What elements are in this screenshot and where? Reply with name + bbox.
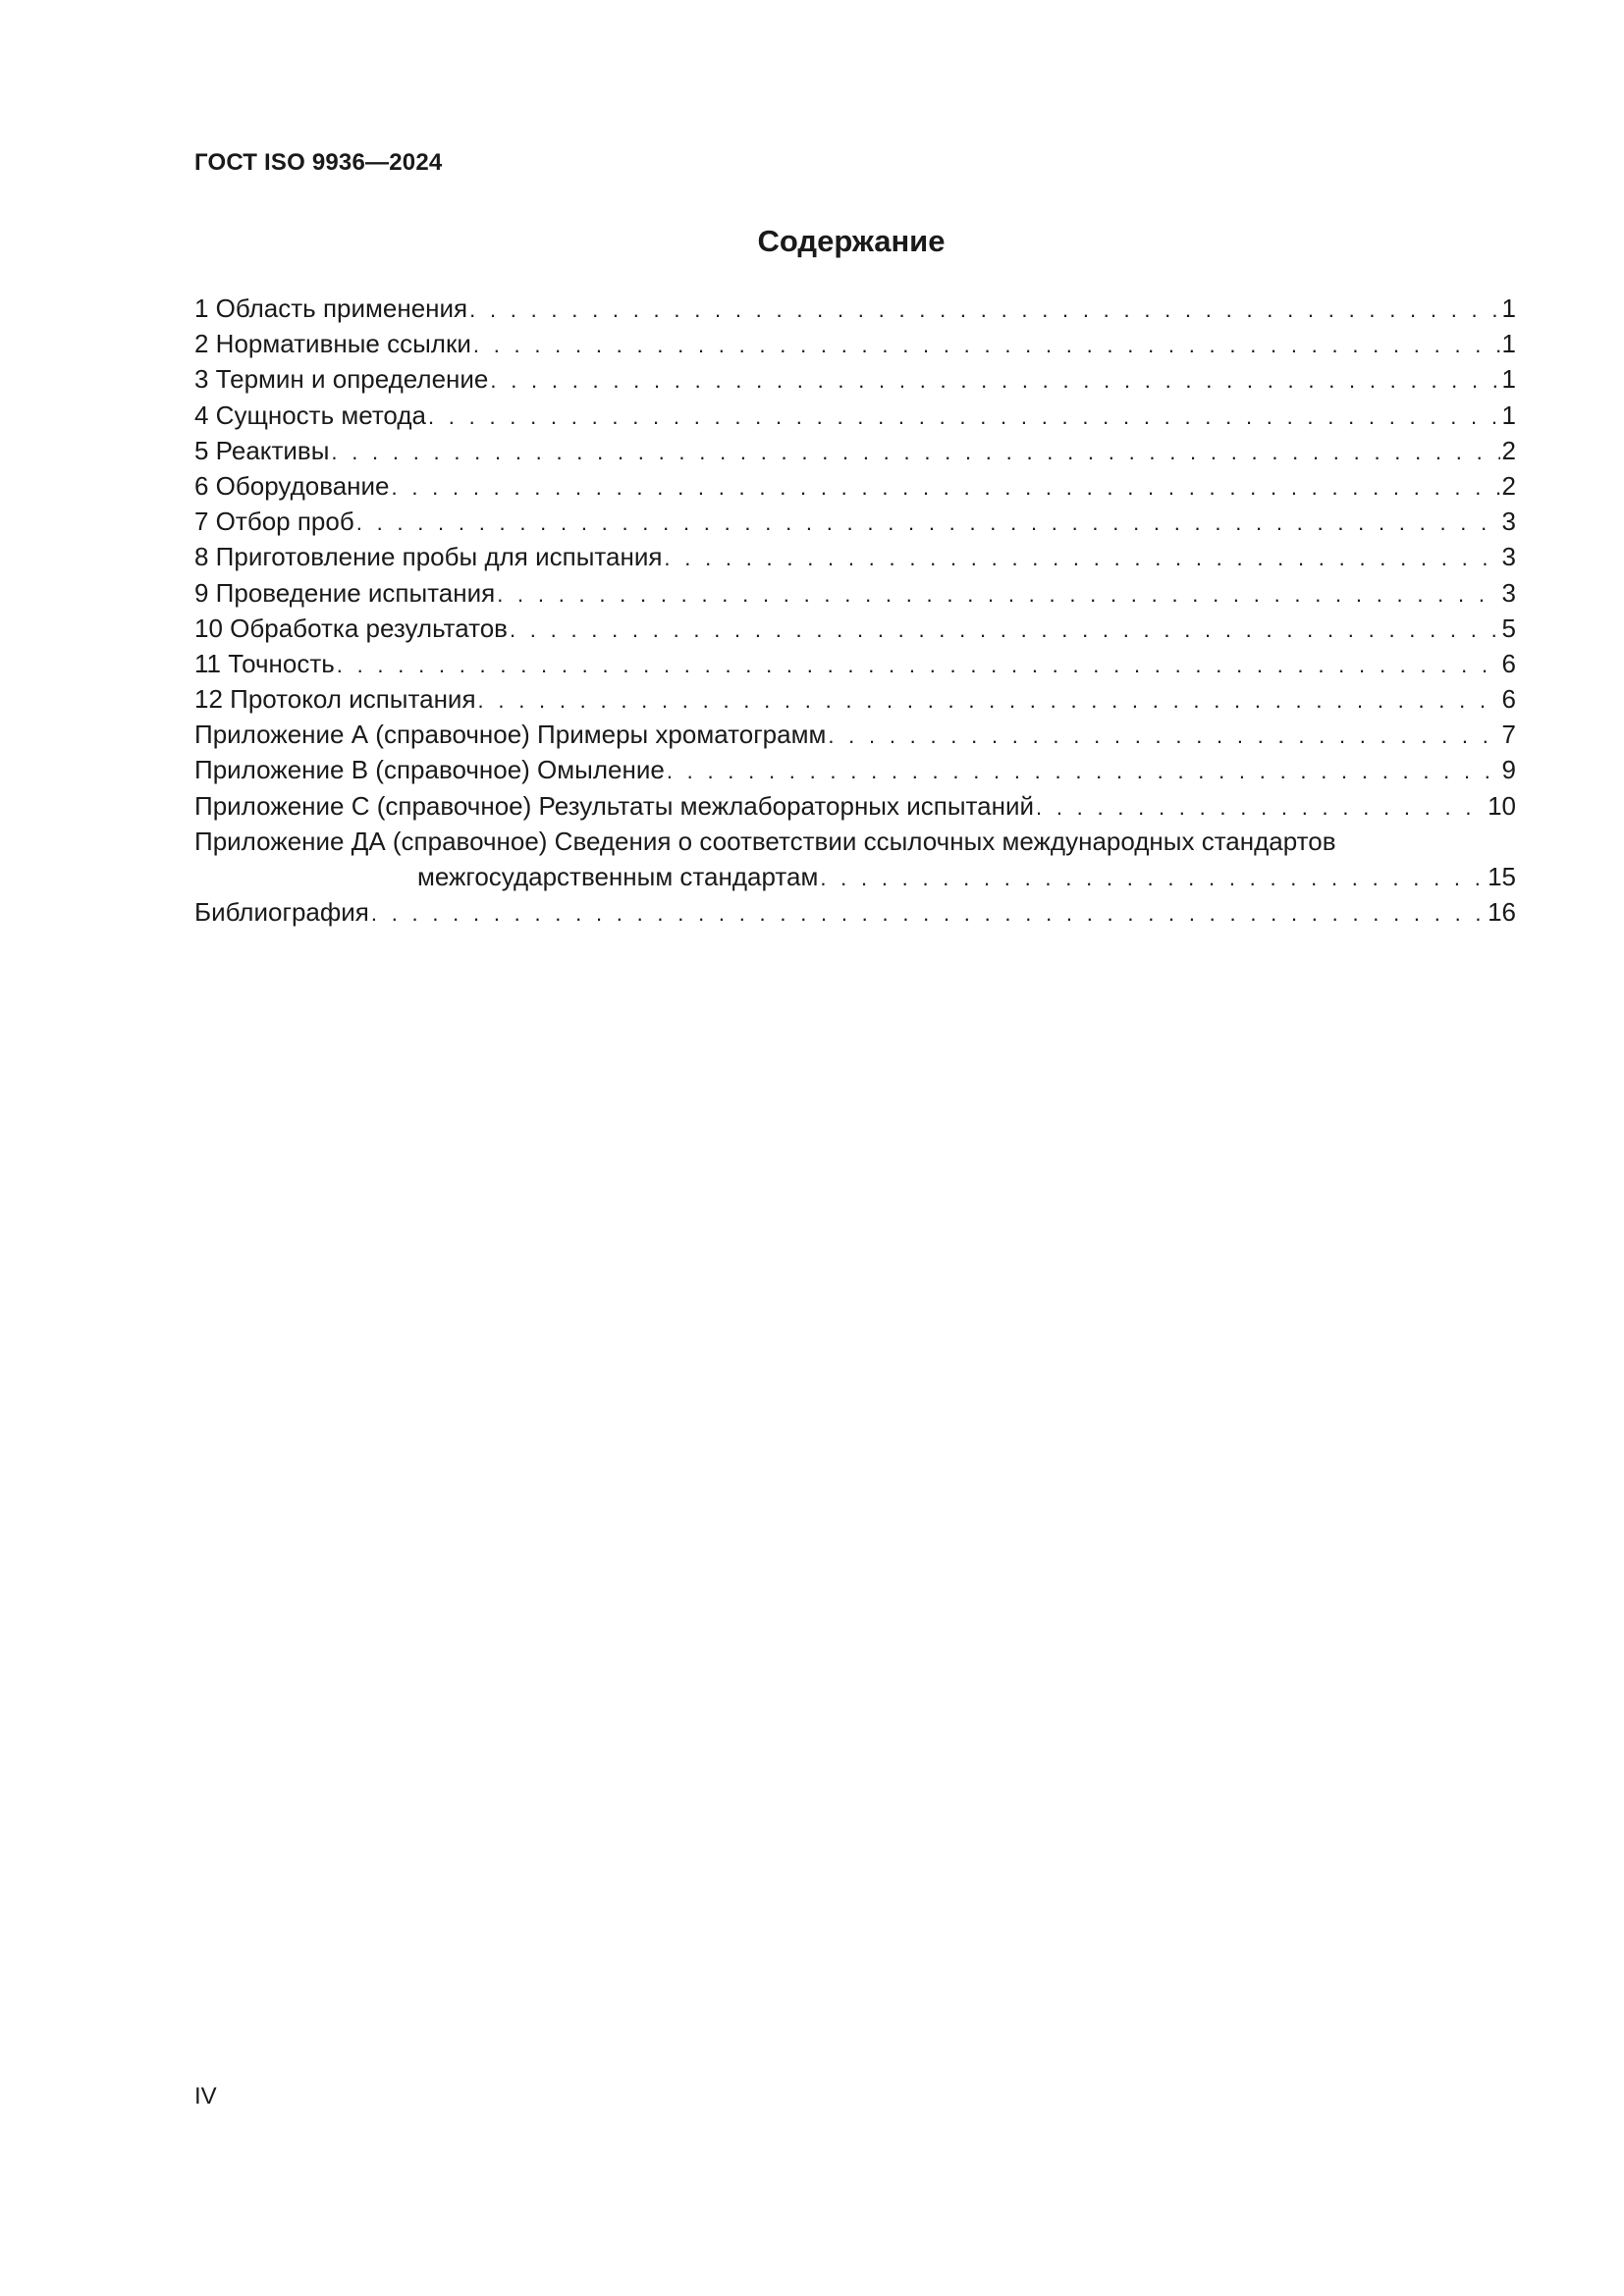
toc-entry-text: 9 Проведение испытания xyxy=(194,577,496,608)
toc-dot-leader xyxy=(337,648,1500,683)
toc-entry-test-sample-preparation[interactable] xyxy=(194,539,1516,574)
toc-entry-page: 1 xyxy=(1501,294,1516,323)
toc-entry-scope[interactable] xyxy=(194,291,1516,326)
toc-dot-leader xyxy=(473,328,1500,363)
toc-entry-text: Библиография xyxy=(194,897,369,928)
page-number: IV xyxy=(194,2083,217,2109)
toc-entry-page: 2 xyxy=(1501,470,1516,501)
toc-entry-text: 10 Обработка результатов xyxy=(194,613,508,643)
toc-dot-leader xyxy=(392,470,1500,506)
toc-dot-leader xyxy=(1036,790,1486,826)
toc-entry-page: 1 xyxy=(1501,364,1516,395)
toc-dot-leader xyxy=(331,435,1499,470)
toc-dot-leader xyxy=(667,754,1500,789)
toc-entry-text: 12 Протокол испытания xyxy=(194,684,476,715)
toc-entry-annex-a[interactable] xyxy=(194,717,1516,752)
toc-entry-page: 3 xyxy=(1501,542,1516,572)
toc-entry-page: 3 xyxy=(1501,507,1516,537)
toc-title: Содержание xyxy=(757,224,946,258)
toc-dot-leader xyxy=(828,719,1499,754)
toc-entry-page: 10 xyxy=(1488,790,1516,821)
toc-entry-bibliography[interactable] xyxy=(194,894,1516,930)
toc-entry-text: 7 Отбор проб xyxy=(194,507,354,537)
toc-dot-leader xyxy=(371,896,1486,932)
toc-entry-method-principle[interactable] xyxy=(194,398,1516,433)
toc-entry-page: 15 xyxy=(1488,862,1516,891)
toc-dot-leader xyxy=(478,683,1500,719)
toc-entry-sampling[interactable] xyxy=(194,504,1516,539)
toc-entry-reagents[interactable] xyxy=(194,433,1516,468)
toc-entry-annex-b[interactable] xyxy=(194,752,1516,787)
toc-entry-text: 2 Нормативные ссылки xyxy=(194,329,471,359)
toc-entry-page: 9 xyxy=(1501,755,1516,785)
toc-entry-text: Приложение А (справочное) Примеры хроматограмм xyxy=(194,720,827,750)
toc-entry-precision[interactable] xyxy=(194,646,1516,681)
toc-dot-leader xyxy=(356,506,1500,541)
toc-entry-page: 3 xyxy=(1501,577,1516,608)
toc-entry-text: 8 Приготовление пробы для испытания xyxy=(194,542,663,572)
toc-dot-leader xyxy=(469,293,1499,328)
toc-entry-page: 6 xyxy=(1501,684,1516,715)
toc-entry-test-report[interactable] xyxy=(194,681,1516,717)
toc-entry-page: 2 xyxy=(1501,435,1516,465)
toc-entry-text: 4 Сущность метода xyxy=(194,400,426,430)
toc-entry-text: Приложение ДА (справочное) Сведения о соответствии ссылочных международных стандартов xyxy=(194,826,1336,856)
toc-entry-text: 6 Оборудование xyxy=(194,470,390,501)
toc-entry-text: Приложение В (справочное) Омыление xyxy=(194,755,665,785)
toc-entry-term-definition[interactable] xyxy=(194,361,1516,397)
toc-dot-leader xyxy=(497,577,1499,613)
toc-entry-page: 7 xyxy=(1501,720,1516,750)
toc-entry-page: 1 xyxy=(1501,329,1516,359)
toc-entry-page: 16 xyxy=(1488,897,1516,928)
toc-entry-annex-c[interactable] xyxy=(194,788,1516,824)
toc-entry-continuation: межгосударственным стандартам xyxy=(417,862,819,891)
toc-dot-leader xyxy=(510,613,1500,648)
toc-entry-annex-da[interactable] xyxy=(194,824,1516,894)
toc-dot-leader xyxy=(820,861,1486,896)
toc-dot-leader xyxy=(490,363,1499,399)
table-of-contents xyxy=(194,291,1516,930)
document-header: ГОСТ ISO 9936—2024 xyxy=(194,149,443,176)
toc-entry-text: 1 Область применения xyxy=(194,294,468,323)
toc-entry-text: Приложение С (справочное) Результаты межлабораторных испытаний xyxy=(194,790,1034,821)
toc-entry-normative-references[interactable] xyxy=(194,326,1516,361)
toc-entry-page: 5 xyxy=(1501,613,1516,643)
toc-entry-text: 11 Точность xyxy=(194,648,335,678)
toc-entry-page: 6 xyxy=(1501,648,1516,678)
toc-entry-apparatus[interactable] xyxy=(194,468,1516,504)
toc-dot-leader xyxy=(428,400,1500,435)
toc-entry-page: 1 xyxy=(1501,400,1516,430)
toc-entry-procedure[interactable] xyxy=(194,575,1516,611)
toc-entry-text: 5 Реактивы xyxy=(194,435,330,465)
toc-entry-text: 3 Термин и определение xyxy=(194,364,489,395)
toc-dot-leader xyxy=(664,541,1499,576)
toc-entry-calculation[interactable] xyxy=(194,611,1516,646)
